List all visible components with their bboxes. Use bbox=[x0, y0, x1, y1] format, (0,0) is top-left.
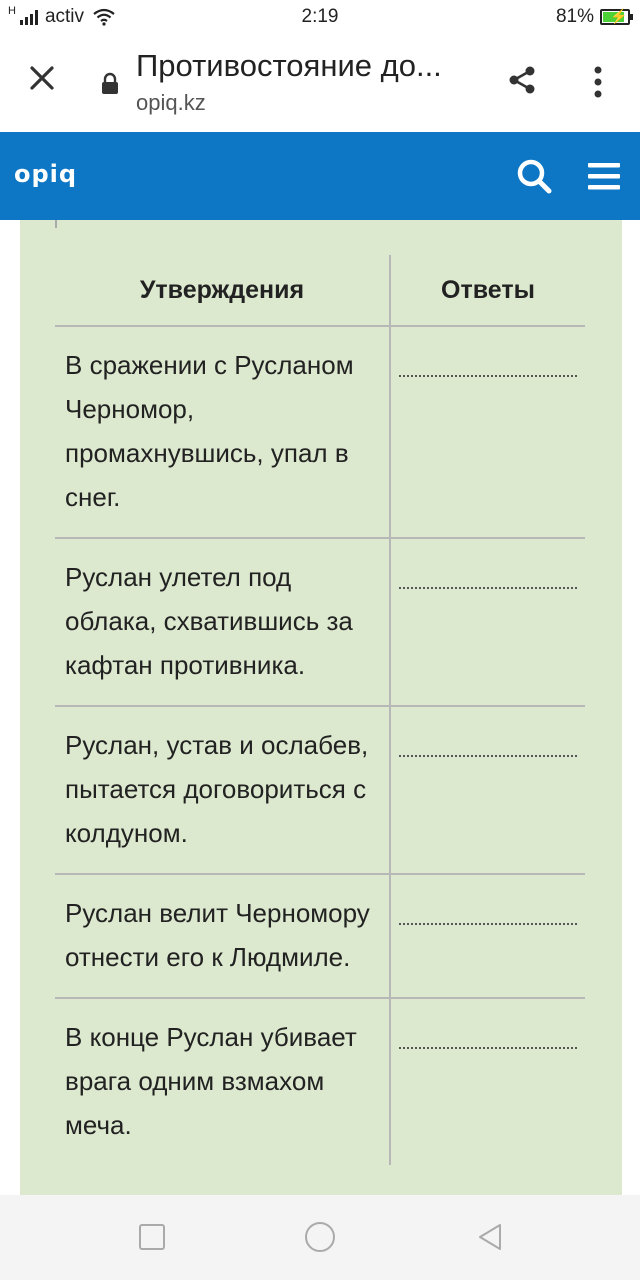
statement-cell: Руслан, устав и ослабев, пытается договориться с колдуном. bbox=[55, 706, 390, 874]
table-row bbox=[55, 874, 585, 998]
lock-icon bbox=[100, 72, 120, 94]
table-header-row bbox=[55, 255, 585, 326]
answer-blank[interactable] bbox=[399, 587, 577, 589]
back-icon[interactable] bbox=[474, 1221, 506, 1253]
answer-blank[interactable] bbox=[399, 375, 577, 377]
panel-divider bbox=[55, 220, 57, 228]
recent-apps-icon[interactable] bbox=[136, 1221, 168, 1253]
statement-cell: Руслан улетел под облака, схватившись за кафтан противника. bbox=[55, 538, 390, 706]
page-content bbox=[0, 220, 640, 1195]
battery-icon: ⚡ bbox=[600, 9, 630, 25]
home-icon[interactable] bbox=[304, 1221, 336, 1253]
page-domain[interactable]: opiq.kz bbox=[136, 90, 206, 115]
answer-cell[interactable] bbox=[390, 998, 585, 1165]
table-row bbox=[55, 706, 585, 874]
statements-table bbox=[55, 255, 585, 1165]
network-type: H bbox=[8, 5, 16, 17]
answer-blank[interactable] bbox=[399, 923, 577, 925]
battery-percent: 81% bbox=[555, 6, 594, 27]
browser-toolbar bbox=[0, 34, 640, 132]
more-vert-icon[interactable] bbox=[586, 62, 610, 102]
status-right bbox=[556, 6, 630, 28]
answer-blank[interactable] bbox=[399, 1047, 577, 1049]
header-statements: Утверждения bbox=[55, 255, 390, 326]
answer-blank[interactable] bbox=[399, 755, 577, 757]
system-nav-bar bbox=[0, 1195, 640, 1280]
site-header bbox=[0, 132, 640, 220]
exercise-panel bbox=[20, 220, 622, 1195]
search-icon[interactable] bbox=[514, 156, 554, 196]
status-time: 2:19 bbox=[301, 6, 339, 27]
carrier-name: activ bbox=[44, 6, 85, 27]
answer-cell[interactable] bbox=[390, 326, 585, 538]
answer-cell[interactable] bbox=[390, 706, 585, 874]
table-row bbox=[55, 326, 585, 538]
close-icon[interactable] bbox=[24, 60, 60, 96]
opiq-logo[interactable]: opiq bbox=[14, 160, 78, 188]
share-icon[interactable] bbox=[506, 64, 538, 96]
table-row bbox=[55, 998, 585, 1165]
answer-cell[interactable] bbox=[390, 538, 585, 706]
header-answers: Ответы bbox=[390, 255, 585, 326]
page-title[interactable]: Противостояние до... bbox=[136, 48, 442, 83]
menu-icon[interactable] bbox=[586, 160, 622, 192]
status-bar bbox=[0, 0, 640, 34]
table-row bbox=[55, 538, 585, 706]
statement-cell: Руслан велит Черномору отнести его к Людмиле. bbox=[55, 874, 390, 998]
statement-cell: В конце Руслан убивает врага одним взмахом меча. bbox=[65, 1022, 357, 1140]
statement-cell: В сражении с Русланом Черномор, промахнувшись, упал в снег. bbox=[55, 326, 390, 538]
answer-cell[interactable] bbox=[390, 874, 585, 998]
